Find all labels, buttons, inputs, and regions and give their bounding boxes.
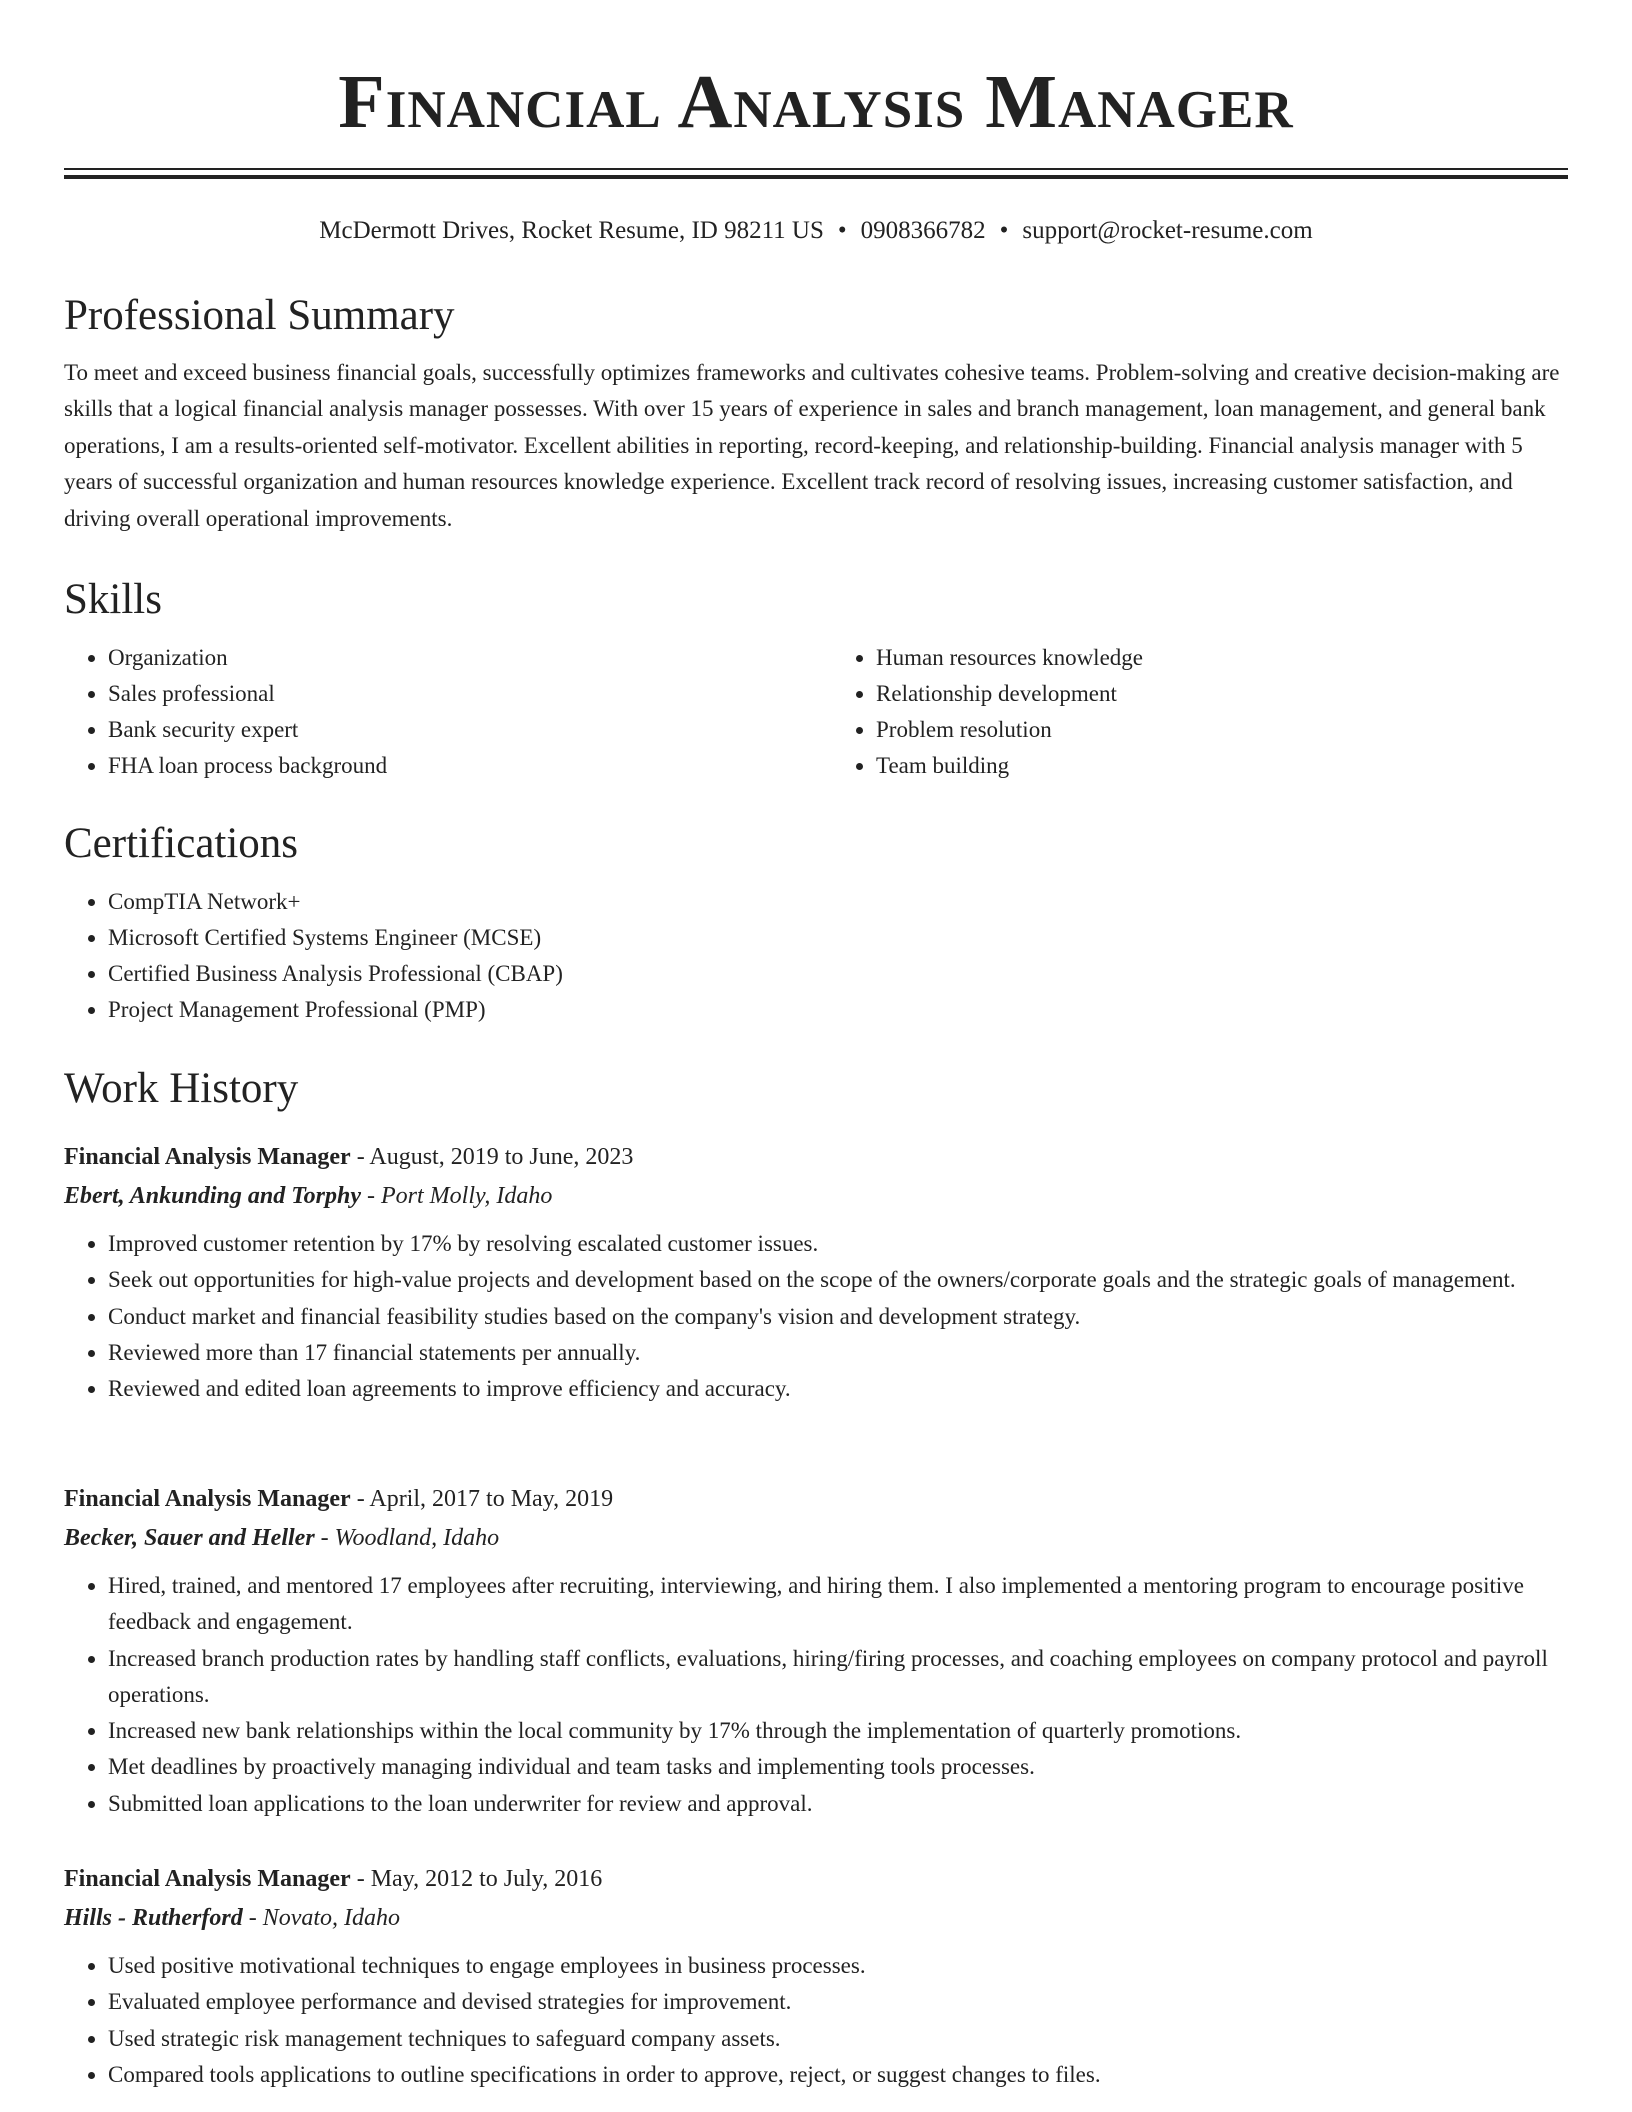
job-bullet: • Increased new bank relationships within the local community by 17% through the implementation of quarterly promotions.	[108, 1713, 1568, 1749]
job-bullet: • Improved customer retention by 17% by resolving escalated customer issues.	[108, 1226, 1568, 1262]
skills-section	[64, 574, 1568, 784]
job-entry	[64, 1860, 1568, 2093]
work-history-section	[64, 1063, 1568, 1115]
company-line: Ebert, Ankunding and Torphy - Port Molly, Idaho	[64, 1183, 553, 1209]
resume-page	[64, 0, 1568, 2087]
job-title: Financial Analysis Manager	[64, 1144, 351, 1170]
company-line: Becker, Sauer and Heller - Woodland, Idaho	[64, 1525, 500, 1551]
skill-item: • Problem resolution	[876, 712, 1568, 748]
header-rule-thin	[64, 168, 1568, 170]
job-bullet: • Seek out opportunities for high-value projects and development based on the scope of the owners/corporate goals and the strategic goals of management.	[108, 1262, 1568, 1298]
company-name: Ebert, Ankunding and Torphy	[64, 1183, 361, 1209]
job-bullet: • Submitted loan applications to the loan underwriter for review and approval.	[108, 1786, 1568, 1822]
job-bullet: • Evaluated employee performance and devised strategies for improvement.	[108, 1984, 1568, 2020]
skills-list-right	[798, 640, 1568, 784]
contact-address: McDermott Drives, Rocket Resume, ID 98211 US	[319, 217, 824, 244]
certification-item: • CompTIA Network+	[108, 884, 1568, 920]
job-bullets	[64, 1226, 1568, 1407]
certifications-list	[64, 884, 1568, 1028]
skill-item: • FHA loan process background	[108, 748, 798, 784]
company-name: Becker, Sauer and Heller	[64, 1525, 315, 1551]
summary-text: To meet and exceed business financial goals, successfully optimizes frameworks and cultivates cohesive teams. Problem-solving and creative decision-making are skills that a logical financial analysis manager possesses. With over 15 years of experience in sales and branch management, loan management, and general bank operations, I am a results-oriented self-motivator. Excellent abilities in reporting, record-keeping, and relationship-building. Financial analysis manager with 5 years of successful organization and human resources knowledge experience. Excellent track record of resolving issues, increasing customer satisfaction, and driving overall operational improvements.	[64, 360, 1560, 531]
company-location: Port Molly, Idaho	[381, 1183, 553, 1209]
contact-phone: 0908366782	[860, 217, 986, 244]
job-entry	[64, 1138, 1568, 1407]
job-title: Financial Analysis Manager	[64, 1486, 351, 1512]
skill-item: • Human resources knowledge	[876, 640, 1568, 676]
job-bullet: • Compared tools applications to outline specifications in order to approve, reject, or suggest changes to files.	[108, 2057, 1568, 2093]
job-title-line: Financial Analysis Manager - August, 2019 to June, 2023	[64, 1144, 634, 1170]
job-bullet: • Used strategic risk management techniques to safeguard company assets.	[108, 2021, 1568, 2057]
job-bullet: • Increased branch production rates by handling staff conflicts, evaluations, hiring/firing processes, and coaching employees on company protocol and payroll operations.	[108, 1641, 1568, 1714]
certifications-heading: Certifications	[64, 820, 299, 867]
job-title-line: Financial Analysis Manager - April, 2017 to May, 2019	[64, 1486, 614, 1512]
work-history-heading: Work History	[64, 1065, 299, 1112]
skill-item: • Sales professional	[108, 676, 798, 712]
job-bullets	[64, 1568, 1568, 1822]
certification-item: • Certified Business Analysis Professional (CBAP)	[108, 956, 1568, 992]
job-entry	[64, 1480, 1568, 1822]
job-bullet: • Hired, trained, and mentored 17 employees after recruiting, interviewing, and hiring them. I also implemented a mentoring program to encourage positive feedback and engagement.	[108, 1568, 1568, 1641]
certification-item: • Project Management Professional (PMP)	[108, 992, 1568, 1028]
job-dates: April, 2017 to May, 2019	[369, 1486, 614, 1512]
job-title-line: Financial Analysis Manager - May, 2012 to July, 2016	[64, 1866, 603, 1892]
job-bullet: • Used positive motivational techniques to engage employees in business processes.	[108, 1948, 1568, 1984]
job-dates: August, 2019 to June, 2023	[369, 1144, 634, 1170]
contact-separator: •	[837, 217, 847, 244]
skills-columns	[64, 640, 1568, 784]
skill-item: • Relationship development	[876, 676, 1568, 712]
company-location: Woodland, Idaho	[334, 1525, 500, 1551]
job-bullet: • Met deadlines by proactively managing individual and team tasks and implementing tools processes.	[108, 1749, 1568, 1785]
contact-email: support@rocket-resume.com	[1022, 217, 1313, 244]
company-line: Hills - Rutherford - Novato, Idaho	[64, 1905, 401, 1931]
skill-item: • Organization	[108, 640, 798, 676]
skill-item: • Team building	[876, 748, 1568, 784]
summary-heading: Professional Summary	[64, 292, 455, 339]
skills-list-left	[64, 640, 798, 784]
certification-item: • Microsoft Certified Systems Engineer (MCSE)	[108, 920, 1568, 956]
contact-separator: •	[999, 217, 1009, 244]
skills-heading: Skills	[64, 576, 162, 623]
company-name: Hills - Rutherford	[64, 1905, 243, 1931]
skill-item: • Bank security expert	[108, 712, 798, 748]
job-title: Financial Analysis Manager	[64, 1866, 351, 1892]
job-bullet: • Reviewed more than 17 financial statements per annually.	[108, 1335, 1568, 1371]
company-location: Novato, Idaho	[262, 1905, 401, 1931]
job-dates: May, 2012 to July, 2016	[370, 1866, 603, 1892]
job-bullet: • Reviewed and edited loan agreements to improve efficiency and accuracy.	[108, 1371, 1568, 1407]
certifications-section	[64, 818, 1568, 1028]
header-rule-thick	[64, 175, 1568, 179]
resume-title: Financial Analysis Manager	[338, 60, 1294, 144]
contact-line	[64, 213, 1568, 249]
job-bullet: • Conduct market and financial feasibility studies based on the company's vision and development strategy.	[108, 1299, 1568, 1335]
job-bullets	[64, 1948, 1568, 2093]
summary-section	[64, 290, 1568, 537]
